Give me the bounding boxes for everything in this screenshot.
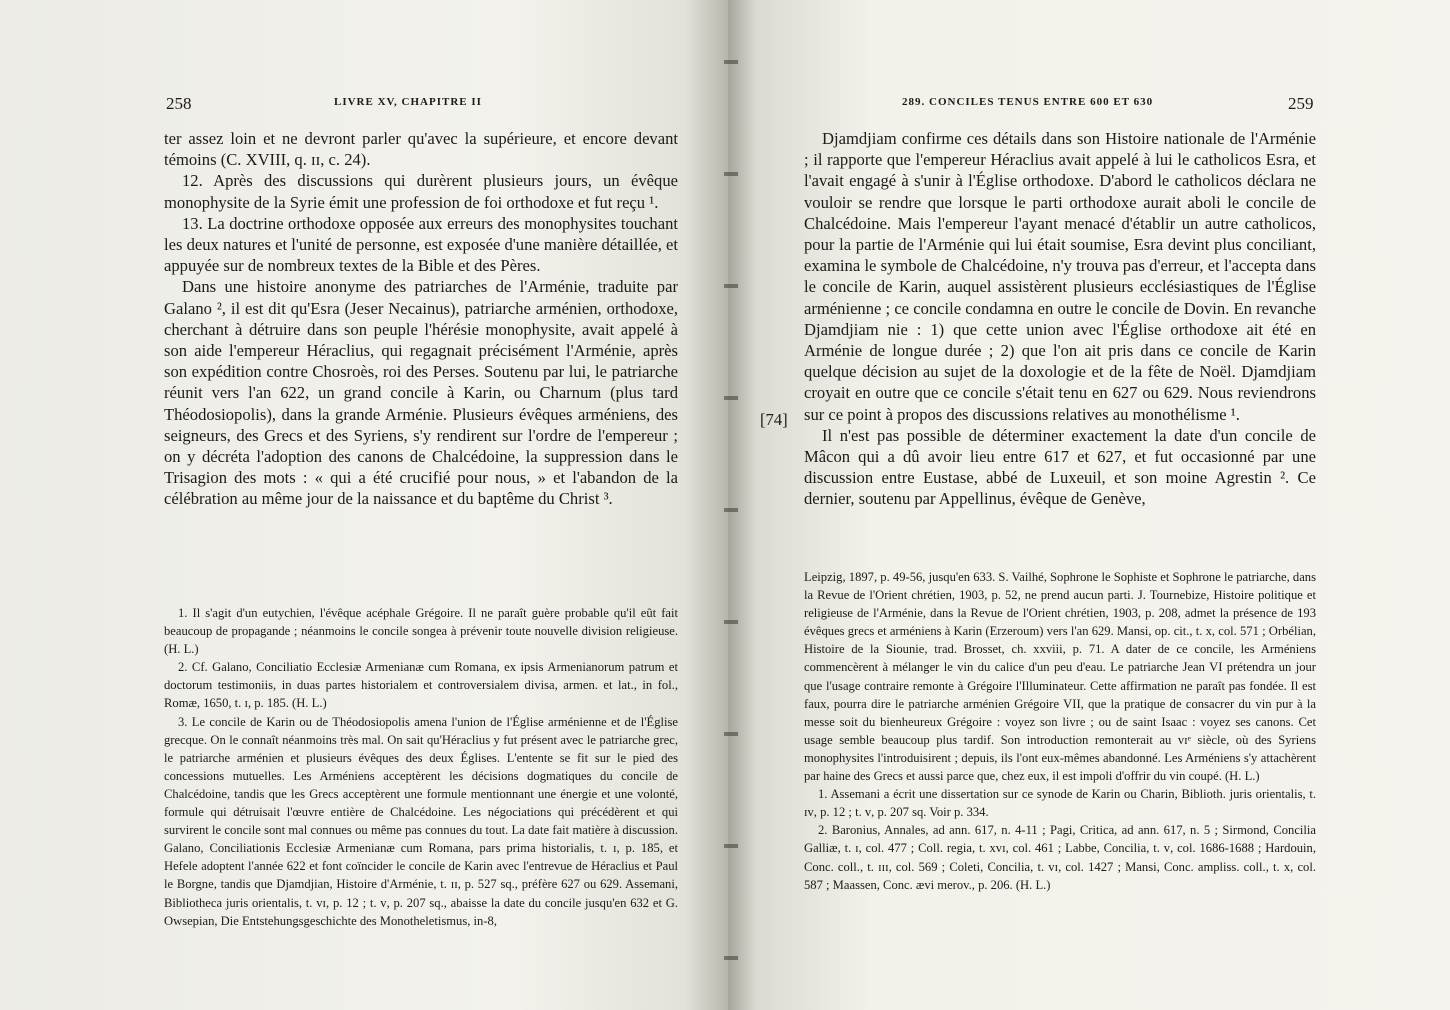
left-running-head: LIVRE XV, CHAPITRE II [334, 96, 482, 108]
left-paragraph-3: 13. La doctrine orthodoxe opposée aux erreurs des monophysites touchant les deux natures et l'unité de personne, est exposée d'une manière détaillée, et appuyée sur de nombreux textes de la Bible et des Pères. [164, 213, 678, 276]
left-paragraph-1: ter assez loin et ne devront parler qu'avec la supérieure, et encore devant témoins (C. XVIII, q. ɪɪ, c. 24). [164, 129, 678, 170]
margin-marker: [74] [760, 410, 788, 429]
left-footnote-1: 1. Il s'agit d'un eutychien, l'évêque acéphale Grégoire. Il ne paraît guère probable qu'il eût fait beaucoup de propagande ; néanmoins le concile songea à prévenir toute nouvelle division religieuse. (H. L.) [164, 606, 678, 657]
right-running-head: 289. CONCILES TENUS ENTRE 600 ET 630 [902, 96, 1154, 108]
left-body-text [164, 128, 678, 510]
right-paragraph-2: Il n'est pas possible de déterminer exactement la date d'un concile de Mâcon qui a dû avoir lieu entre 617 et 627, et fut occasionné par une discussion entre Eustase, abbé de Luxeuil, et son moine Agrestin ². Ce dernier, soutenu par Appellinus, évêque de Genève, [804, 425, 1316, 509]
right-body-text [804, 128, 1316, 510]
right-footnote-2: 2. Baronius, Annales, ad ann. 617, n. 4-11 ; Pagi, Critica, ad ann. 617, n. 5 ; Sirmond, Concilia Galliæ, t. ɪ, col. 477 ; Coll. regia, t. xᴠɪ, col. 461 ; Labbe, Concilia, t. ᴠ, col. 1686-1688 ; Hardouin, Conc. coll., t. ɪɪɪ, col. 569 ; Coleti, Concilia, t. ᴠɪ, col. 1427 ; Mansi, Conc. ampliss. coll., t. x, col. 587 ; Maassen, Conc. ævi merov., p. 206. (H. L.) [804, 823, 1316, 892]
binding-gutter [724, 0, 738, 1010]
right-footnote-continued: Leipzig, 1897, p. 49-56, jusqu'en 633. S. Vailhé, Sophrone le Sophiste et Sophrone le patriarche, dans la Revue de l'Orient chrétien, 1903, p. 52, ne prend aucun parti. J. Tournebize, Histoire politique et religieuse de l'Arménie, dans la Revue de l'Orient chrétien, 1903, p. 208, admet la présence de 193 évêques grecs et arméniens à Karin (Erzeroum) vers l'an 629. Mansi, op. cit., t. x, col. 571 ; Orbélian, Histoire de la Siounie, trad. Brosset, ch. xxviii, p. 71. A dater de ce concile, les Arméniens commencèrent à mélanger le vin du calice d'un peu d'eau. Le patriarche Jean VI prétendra un jour que l'usage contraire remonte à Grégoire l'Illuminateur. Cette affirmation ne paraît pas fondée. Il est faux, pourra dire le patriarche arménien Grégoire VII, que la pratique de consacrer du vin pur à la messe soit du bienheureux Grégoire : voyez son livre ; ou de saint Isaac : voyez ses canons. Cet usage semble beaucoup plus tardif. Son introduction remonterait au vɪᵉ siècle, où des Syriens monophysites l'introduisirent ; depuis, ils l'ont eux-mêmes abandonné. Les Arméniens s'y attachèrent par haine des Grecs et aussi parce que, chez eux, il est impoli d'offrir du vin coupé. (H. L.) [804, 570, 1316, 784]
right-footnote-1: 1. Assemani a écrit une dissertation sur ce synode de Karin ou Charin, Biblioth. juris orientalis, t. ɪᴠ, p. 12 ; t. ᴠ, p. 207 sq. Voir p. 334. [804, 787, 1316, 820]
right-paragraph-1: Djamdjiam confirme ces détails dans son Histoire nationale de l'Arménie ; il rapporte que l'empereur Héraclius avait appelé à lui le catholicos Esra, et l'avait engagé à s'unir à l'Église orthodoxe. D'abord le catholicos déclara ne vouloir se rendre que lorsque le parti orthodoxe aurait aboli le concile de Chalcédoine. Mais l'empereur l'ayant menacé d'établir un autre catholicos, pour la partie de l'Arménie qui lui était soumise, Esra devint plus conciliant, examina le symbole de Chalcédoine, n'y trouva pas d'erreur, et l'accepta dans le concile de Karin, auquel assistèrent plusieurs ecclésiastiques de l'Église arménienne ; ce concile condamna en outre le concile de Dovin. En revanche Djamdjiam nie : 1) que cette union avec l'Église orthodoxe ait été en Arménie de longue durée ; 2) que l'on ait pris dans ce concile de Karin quelque décision au sujet de la doxologie et de la fête de Noël. Djamdjiam croyait en outre que ce concile s'était tenu en 627 ou 629. Nous reviendrons sur ce point à propos des discussions relatives au monothélisme ¹. [804, 129, 1316, 424]
right-footnotes [804, 568, 1316, 894]
left-footnotes [164, 604, 678, 930]
left-page-number: 258 [166, 94, 192, 113]
left-footnote-2: 2. Cf. Galano, Conciliatio Ecclesiæ Armenianæ cum Romana, ex ipsis Armenianorum patrum et doctorum testimoniis, in duas partes historialem et controversialem divisa, armen. et lat., in fol., Romæ, 1650, t. ɪ, p. 185. (H. L.) [164, 660, 678, 711]
right-page-number: 259 [1288, 94, 1314, 113]
left-paragraph-2: 12. Après des discussions qui durèrent plusieurs jours, un évêque monophysite de la Syrie émit une profession de foi orthodoxe et fut reçu ¹. [164, 171, 678, 212]
left-paragraph-4: Dans une histoire anonyme des patriarches de l'Arménie, traduite par Galano ², il est dit qu'Esra (Jeser Necainus), patriarche arménien, orthodoxe, cherchant à détruire dans son peuple l'hérésie monophysite, avait appelé à son aide l'empereur Héraclius, qui regagnait précisément l'Arménie, après son expédition contre Chosroès, roi des Perses. Soutenu par lui, le patriarche réunit vers l'an 622, un grand concile à Karin, ou Charnum (plus tard Théodosiopolis), dans la grande Arménie. Plusieurs évêques arméniens, des seigneurs, des Grecs et des Syriens, s'y rendirent sur l'ordre de l'empereur ; on y décréta l'adoption des canons de Chalcédoine, la suppression dans le Trisagion des mots : « qui a été crucifié pour nous, » et l'abandon de la célébration au même jour de la naissance et du baptême du Christ ³. [164, 277, 678, 509]
left-footnote-3: 3. Le concile de Karin ou de Théodosiopolis amena l'union de l'Église arménienne et de l'Église grecque. On le connaît néanmoins très mal. On sait qu'Héraclius y fut présent avec le patriarche grec, le patriarche arménien et plusieurs évêques des deux Églises. L'entente se fit sur le pied des concessions mutuelles. Les Arméniens acceptèrent les décisions dogmatiques du concile de Chalcédoine, tandis que les Grecs acceptèrent une formule mentionnant une énergie et une volonté, formule qui détruisait l'œuvre entière de Chalcédoine. Les négociations qui précédèrent et qui survirent le concile sont mal connues ou même pas connues du tout. La date fait matière à discussion. Galano, Conciliationis Ecclesiæ Armenianæ cum Romana, pars prima historialis, t. ɪ, p. 185, et Hefele adoptent l'année 622 et font coïncider le concile de Karin avec l'entrevue de Héraclius et Paul le Borgne, tandis que Djamdjian, Histoire d'Arménie, t. ɪɪ, p. 527 sq., préfère 627 ou 629. Assemani, Bibliotheca juris orientalis, t. ᴠɪ, p. 12 ; t. ᴠ, p. 207 sq., abaisse la date du concile jusqu'en 632 et G. Owsepian, Die Entstehungsgeschichte des Monotheletismus, in-8, [164, 714, 678, 928]
